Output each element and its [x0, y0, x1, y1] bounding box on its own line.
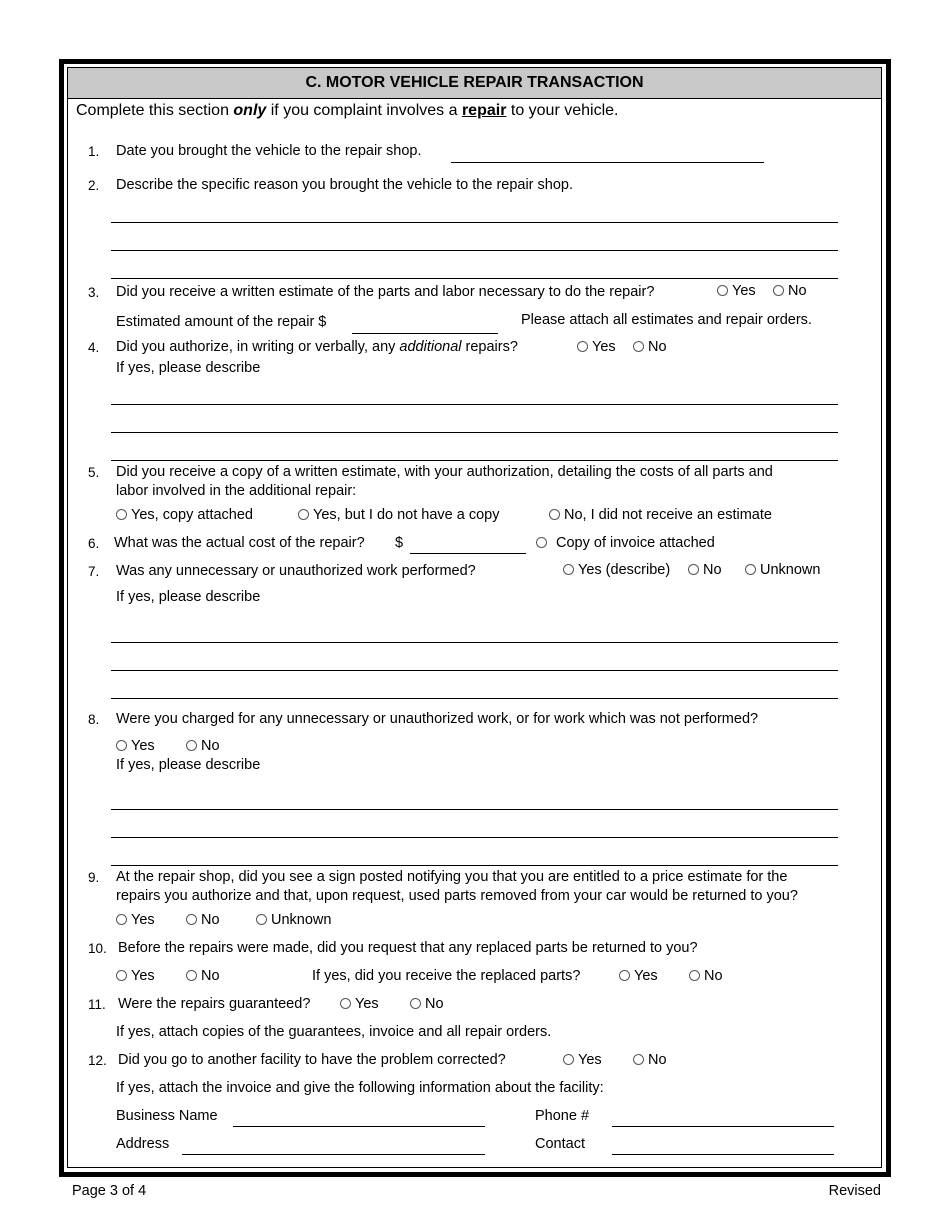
q6-number: 6. [88, 536, 100, 551]
q8-answer-line[interactable] [111, 809, 838, 810]
q10-no-option[interactable]: No [186, 967, 220, 985]
q7-number: 7. [88, 564, 100, 579]
q4-number: 4. [88, 340, 100, 355]
q1-label: Date you brought the vehicle to the repair shop. [116, 143, 422, 159]
q3-number: 3. [88, 285, 100, 300]
phone-field[interactable] [612, 1126, 834, 1127]
q7-answer-line[interactable] [111, 698, 838, 699]
q11-label: Were the repairs guaranteed? [118, 996, 311, 1012]
q1-number: 1. [88, 144, 100, 159]
q7-no-option[interactable]: No [688, 561, 722, 579]
radio-icon[interactable] [619, 970, 630, 981]
q9-yes-option[interactable]: Yes [116, 911, 155, 929]
radio-icon[interactable] [549, 509, 560, 520]
radio-icon[interactable] [563, 1054, 574, 1065]
q11-number: 11. [88, 997, 106, 1012]
business-name-label: Business Name [116, 1108, 218, 1124]
q4-describe-label: If yes, please describe [116, 360, 261, 376]
contact-label: Contact [535, 1136, 585, 1152]
radio-icon[interactable] [717, 285, 728, 296]
business-name-field[interactable] [233, 1126, 485, 1127]
q5-label-line2: labor involved in the additional repair: [116, 483, 357, 499]
address-label: Address [116, 1136, 170, 1152]
radio-icon[interactable] [745, 564, 756, 575]
q2-label: Describe the specific reason you brought the vehicle to the repair shop. [116, 177, 574, 193]
q9-no-option[interactable]: No [186, 911, 220, 929]
q12-no-option[interactable]: No [633, 1051, 667, 1069]
radio-icon[interactable] [577, 341, 588, 352]
radio-icon[interactable] [186, 970, 197, 981]
q12-note: If yes, attach the invoice and give the following information about the facility: [116, 1080, 604, 1096]
contact-field[interactable] [612, 1154, 834, 1155]
q10-number: 10. [88, 941, 107, 956]
q3-attach-note: Please attach all estimates and repair orders. [521, 312, 812, 328]
phone-label: Phone # [535, 1108, 590, 1124]
radio-icon[interactable] [563, 564, 574, 575]
q2-answer-line[interactable] [111, 222, 838, 223]
q3-no-option[interactable]: No [773, 282, 807, 300]
q11-no-option[interactable]: No [410, 995, 444, 1013]
q10-followup-label: If yes, did you receive the replaced parts? [312, 968, 581, 984]
radio-icon[interactable] [116, 970, 127, 981]
radio-icon[interactable] [298, 509, 309, 520]
q12-yes-option[interactable]: Yes [563, 1051, 602, 1069]
q5-number: 5. [88, 465, 100, 480]
radio-icon[interactable] [773, 285, 784, 296]
radio-icon[interactable] [256, 914, 267, 925]
radio-icon[interactable] [410, 998, 421, 1009]
radio-icon[interactable] [116, 914, 127, 925]
q9-label-line2: repairs you authorize and that, upon request, used parts removed from your car would be returned to you? [116, 888, 798, 904]
radio-icon[interactable] [186, 914, 197, 925]
q8-yes-option[interactable]: Yes [116, 737, 155, 755]
q8-number: 8. [88, 712, 100, 727]
q7-answer-line[interactable] [111, 642, 838, 643]
radio-icon[interactable] [536, 537, 547, 548]
q1-date-field[interactable] [451, 162, 764, 163]
q2-answer-line[interactable] [111, 278, 838, 279]
q7-describe-label: If yes, please describe [116, 589, 261, 605]
q6-invoice-option[interactable]: Copy of invoice attached [536, 534, 715, 552]
q7-label: Was any unnecessary or unauthorized work performed? [116, 563, 476, 579]
q12-number: 12. [88, 1053, 107, 1068]
radio-icon[interactable] [116, 740, 127, 751]
q6-cost-field[interactable] [410, 553, 526, 554]
q9-number: 9. [88, 870, 100, 885]
q7-unknown-option[interactable]: Unknown [745, 561, 820, 579]
q3-label: Did you receive a written estimate of the parts and labor necessary to do the repair? [116, 284, 655, 300]
q2-number: 2. [88, 178, 100, 193]
q5-option-copy-attached[interactable]: Yes, copy attached [116, 506, 253, 524]
q8-describe-label: If yes, please describe [116, 757, 261, 773]
q2-answer-line[interactable] [111, 250, 838, 251]
q8-label: Were you charged for any unnecessary or unauthorized work, or for work which was not performed? [116, 711, 759, 727]
q4-no-option[interactable]: No [633, 338, 667, 356]
q4-label: Did you authorize, in writing or verbally, any additional repairs? [116, 339, 518, 355]
section-title: C. MOTOR VEHICLE REPAIR TRANSACTION [68, 68, 881, 99]
q6-label: What was the actual cost of the repair? [114, 535, 365, 551]
radio-icon[interactable] [633, 341, 644, 352]
q10-followup-yes-option[interactable]: Yes [619, 967, 658, 985]
q3-yes-option[interactable]: Yes [717, 282, 756, 300]
revision-label: Revised [828, 1183, 881, 1199]
q4-answer-line[interactable] [111, 404, 838, 405]
radio-icon[interactable] [340, 998, 351, 1009]
q4-answer-line[interactable] [111, 460, 838, 461]
q7-answer-line[interactable] [111, 670, 838, 671]
q5-label-line1: Did you receive a copy of a written estimate, with your authorization, detailing the costs of all parts and [116, 464, 773, 480]
q3-amount-label: Estimated amount of the repair $ [116, 314, 327, 330]
q12-label: Did you go to another facility to have the problem corrected? [118, 1052, 506, 1068]
radio-icon[interactable] [688, 564, 699, 575]
radio-icon[interactable] [689, 970, 700, 981]
q8-answer-line[interactable] [111, 865, 838, 866]
section-instructions: Complete this section only if you complaint involves a repair to your vehicle. [76, 102, 619, 119]
q9-label-line1: At the repair shop, did you see a sign posted notifying you that you are entitled to a price estimate for the [116, 869, 788, 885]
q4-answer-line[interactable] [111, 432, 838, 433]
address-field[interactable] [182, 1154, 485, 1155]
q5-option-no-estimate[interactable]: No, I did not receive an estimate [549, 506, 772, 524]
q9-unknown-option[interactable]: Unknown [256, 911, 331, 929]
q11-yes-option[interactable]: Yes [340, 995, 379, 1013]
page-number: Page 3 of 4 [72, 1183, 147, 1199]
q10-yes-option[interactable]: Yes [116, 967, 155, 985]
q10-label: Before the repairs were made, did you request that any replaced parts be returned to you? [118, 940, 698, 956]
radio-icon[interactable] [633, 1054, 644, 1065]
q8-no-option[interactable]: No [186, 737, 220, 755]
radio-icon[interactable] [186, 740, 197, 751]
q8-answer-line[interactable] [111, 837, 838, 838]
q10-followup-no-option[interactable]: No [689, 967, 723, 985]
q3-amount-field[interactable] [352, 333, 498, 334]
q6-dollar-sign: $ [395, 535, 404, 551]
q4-yes-option[interactable]: Yes [577, 338, 616, 356]
q7-yes-option[interactable]: Yes (describe) [563, 561, 670, 579]
radio-icon[interactable] [116, 509, 127, 520]
q11-note: If yes, attach copies of the guarantees, invoice and all repair orders. [116, 1024, 552, 1040]
q5-option-no-copy[interactable]: Yes, but I do not have a copy [298, 506, 500, 524]
